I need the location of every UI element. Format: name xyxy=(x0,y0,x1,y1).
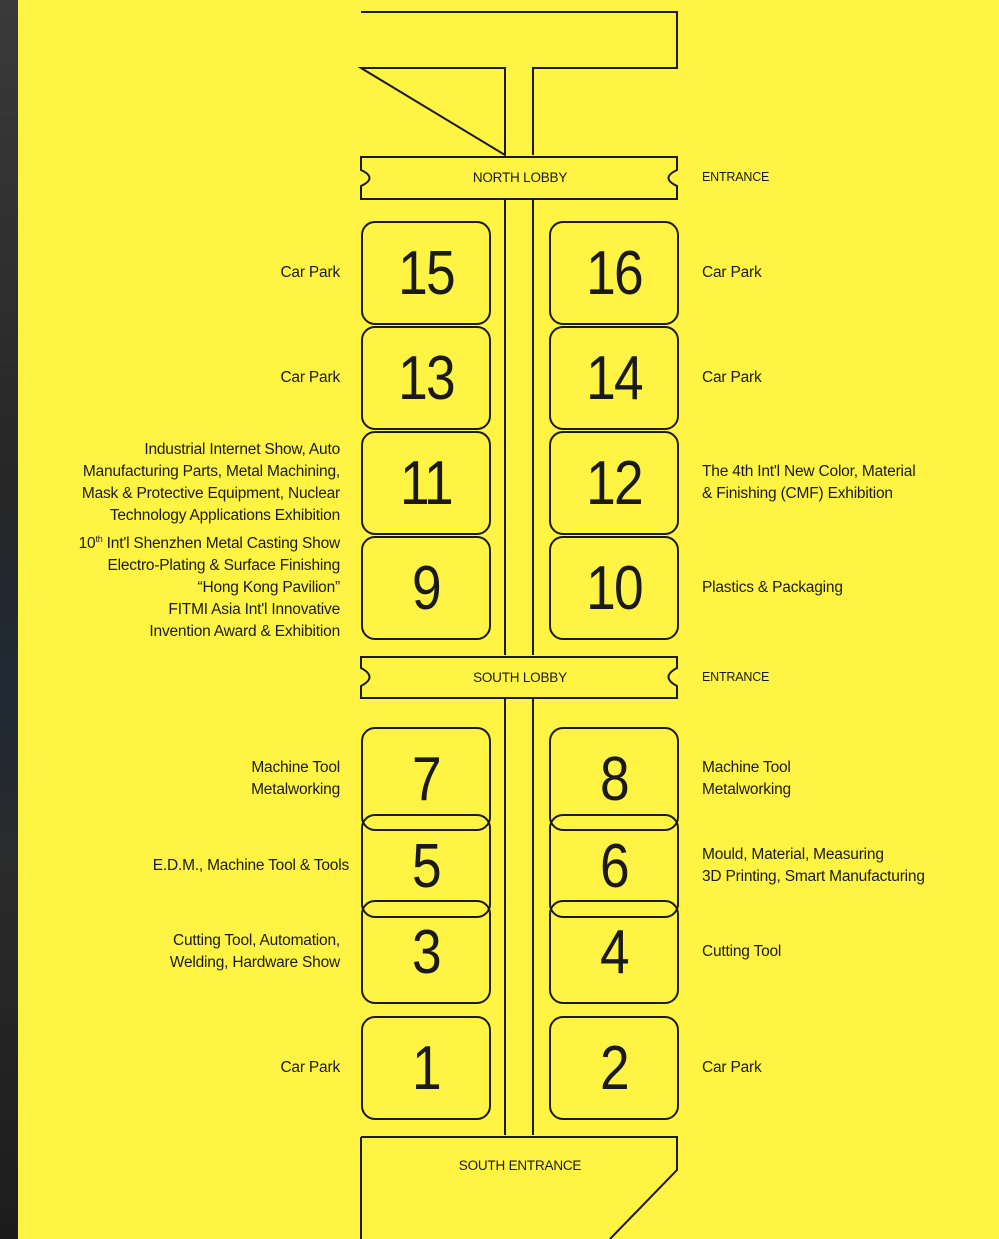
hall-10-description-line: Plastics & Packaging xyxy=(702,579,843,596)
hall-16-description xyxy=(702,262,762,284)
hall-3-description-line: Cutting Tool, Automation, xyxy=(172,932,340,949)
hall-13-description-line: Car Park xyxy=(280,369,340,386)
north-building-outline xyxy=(361,12,677,155)
hall-14-number[interactable]: 14 xyxy=(586,343,642,413)
hall-12-description-line: & Finishing (CMF) Exhibition xyxy=(702,485,893,502)
hall-2-description xyxy=(702,1057,762,1079)
hall-1-description-line: Car Park xyxy=(280,1059,340,1076)
south-entrance-shape xyxy=(361,1137,677,1239)
hall-1-number[interactable]: 1 xyxy=(412,1033,440,1103)
hall-11-description-line: Technology Applications Exhibition xyxy=(109,507,340,524)
hall-12-description-line: The 4th Int'l New Color, Material xyxy=(702,463,916,480)
hall-5-description xyxy=(153,855,349,877)
hall-14-description xyxy=(702,367,762,389)
hall-14-description-line: Car Park xyxy=(702,369,762,386)
hall-8-description xyxy=(702,757,791,801)
spine-lower xyxy=(505,698,533,1135)
hall-16-number[interactable]: 16 xyxy=(586,238,642,308)
hall-8-description-line: Machine Tool xyxy=(702,759,791,776)
hall-4-description xyxy=(702,941,781,963)
hall-11-description-line: Mask & Protective Equipment, Nuclear xyxy=(81,485,340,502)
hall-4-number[interactable]: 4 xyxy=(600,917,628,987)
south-entrance-side-label: ENTRANCE xyxy=(702,670,770,684)
hall-3-description-line: Welding, Hardware Show xyxy=(169,954,340,971)
hall-4-description-line: Cutting Tool xyxy=(702,943,782,960)
hall-9-description-line: 10th Int'l Shenzhen Metal Casting Show xyxy=(78,533,340,552)
hall-12-number[interactable]: 12 xyxy=(586,448,642,518)
hall-2-number[interactable]: 2 xyxy=(600,1033,628,1103)
hall-10-number[interactable]: 10 xyxy=(586,553,642,623)
hall-15-description-line: Car Park xyxy=(280,264,340,281)
hall-1-description xyxy=(280,1057,340,1079)
hall-11-number[interactable]: 11 xyxy=(400,448,452,518)
south-lobby-label: SOUTH LOBBY xyxy=(473,670,567,685)
hall-3-number[interactable]: 3 xyxy=(412,917,440,987)
hall-15-number[interactable]: 15 xyxy=(398,238,454,308)
spine-upper xyxy=(505,199,533,655)
hall-6-description-line: 3D Printing, Smart Manufacturing xyxy=(702,868,925,885)
hall-6-number[interactable]: 6 xyxy=(600,831,628,901)
hall-7-description-line: Machine Tool xyxy=(251,759,340,776)
hall-13-description xyxy=(280,367,340,389)
hall-6-description xyxy=(702,844,925,888)
hall-12-description xyxy=(702,461,915,505)
hall-7-description-line: Metalworking xyxy=(251,781,340,798)
hall-9-description-line: FITMI Asia Int'l Innovative xyxy=(168,601,340,618)
hall-8-description-line: Metalworking xyxy=(702,781,791,798)
north-entrance-label: ENTRANCE xyxy=(702,170,770,184)
hall-2-description-line: Car Park xyxy=(702,1059,762,1076)
hall-11-description xyxy=(82,439,340,527)
hall-9-description-line: Invention Award & Exhibition xyxy=(149,623,340,640)
hall-7-number[interactable]: 7 xyxy=(412,744,440,814)
hall-9-description xyxy=(79,533,340,643)
hall-3-description xyxy=(170,930,340,974)
hall-7-description xyxy=(251,757,340,801)
hall-15-description xyxy=(280,262,340,284)
hall-8-number[interactable]: 8 xyxy=(600,744,628,814)
hall-13-number[interactable]: 13 xyxy=(398,343,454,413)
hall-10-description xyxy=(702,577,843,599)
hall-5-number[interactable]: 5 xyxy=(412,831,440,901)
hall-16-description-line: Car Park xyxy=(702,264,762,281)
hall-6-description-line: Mould, Material, Measuring xyxy=(702,846,884,863)
hall-9-description-line: “Hong Kong Pavilion” xyxy=(197,579,340,596)
hall-11-description-line: Industrial Internet Show, Auto xyxy=(144,441,340,458)
north-lobby-label: NORTH LOBBY xyxy=(472,170,568,185)
hall-9-number[interactable]: 9 xyxy=(412,553,440,623)
south-entrance-label: SOUTH ENTRANCE xyxy=(458,1158,582,1173)
hall-5-description-line: E.D.M., Machine Tool & Tools xyxy=(152,857,349,874)
hall-9-description-line: Electro-Plating & Surface Finishing xyxy=(107,557,340,574)
hall-11-description-line: Manufacturing Parts, Metal Machining, xyxy=(82,463,340,480)
